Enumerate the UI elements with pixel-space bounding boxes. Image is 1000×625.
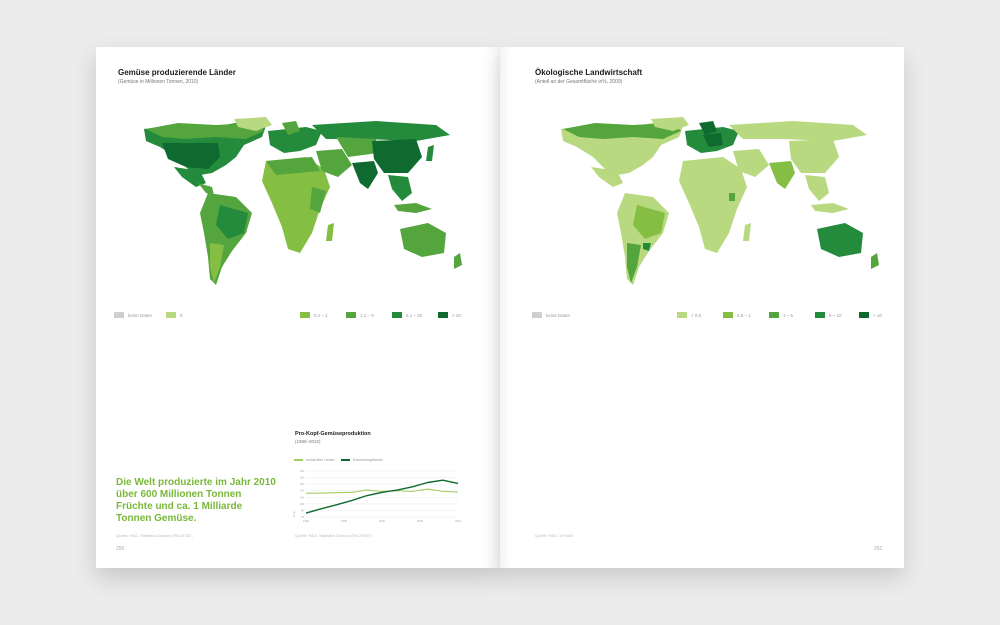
y-axis-label: in kg	[293, 511, 296, 517]
x-tick-label: 2000	[378, 519, 386, 523]
map-india	[769, 161, 795, 189]
page-number: 250	[116, 546, 125, 552]
legend-item	[723, 312, 751, 318]
legend-swatch	[532, 312, 542, 318]
map-china	[789, 139, 839, 173]
legend-label: > 10	[873, 312, 882, 318]
chart-legend-swatch	[294, 459, 303, 461]
legend-swatch	[769, 312, 779, 318]
chart-legend-label: Industrielle Länder	[306, 458, 335, 462]
map-china	[372, 139, 422, 173]
organic-farming-world-map	[533, 117, 883, 289]
legend-label: 1,1 – 5	[360, 312, 374, 318]
legend-swatch	[859, 312, 869, 318]
map-australia	[817, 223, 863, 257]
legend-swatch	[392, 312, 402, 318]
map-southeast-asia	[805, 175, 829, 201]
y-tick-label: 200	[299, 470, 304, 473]
legend-item	[300, 312, 328, 318]
source-note: Quelle: FiBL / IFOAM	[535, 533, 573, 538]
legend-label: 0	[180, 312, 183, 318]
legend-item	[859, 312, 882, 318]
chart-title: Pro-Kopf-Gemüseproduktion	[295, 431, 371, 437]
y-tick-label: 180	[299, 476, 304, 480]
map-india	[352, 161, 378, 189]
vegetable-production-world-map	[116, 117, 466, 289]
x-tick-label: 1995	[340, 519, 348, 523]
legend-swatch	[114, 312, 124, 318]
map-southeast-asia	[388, 175, 412, 201]
map-russia	[312, 121, 450, 141]
chart-legend-item	[294, 458, 335, 462]
legend-item	[392, 312, 422, 318]
legend-item	[677, 312, 701, 318]
legend-swatch	[346, 312, 356, 318]
map-uganda	[729, 193, 735, 201]
source-note: Quelle: FAO, Statistics Division (FAOSTAT)	[116, 533, 193, 538]
page-subtitle: (Gemüse in Millionen Tonnen, 2010)	[118, 79, 199, 85]
x-tick-label: 2005	[416, 519, 424, 523]
legend-label: 5 – 10	[829, 312, 842, 318]
y-tick-label: 80	[301, 509, 304, 513]
map-africa	[679, 157, 747, 253]
legend-label: 5,1 – 20	[406, 312, 423, 318]
page-title: Ökologische Landwirtschaft	[535, 68, 643, 77]
chart-source-note: Quelle: FAO, Statistics Division (FAOSTAT)	[295, 533, 372, 538]
map-australia	[400, 223, 446, 257]
chart-legend-label: Entwicklungsländer	[352, 458, 383, 462]
legend-label: < 0,5	[691, 312, 702, 318]
map-indonesia	[811, 203, 849, 213]
page-number: 251	[874, 546, 883, 552]
legend-label: > 20	[452, 312, 461, 318]
right-page	[500, 47, 904, 568]
y-tick-label: 120	[299, 496, 304, 500]
map-madagascar	[326, 223, 334, 241]
map-legend	[114, 312, 474, 322]
y-tick-label: 60	[301, 516, 304, 519]
map-central-america	[198, 183, 214, 195]
legend-label: 1 – 5	[783, 312, 794, 318]
per-capita-vegetable-chart	[292, 465, 466, 525]
legend-swatch	[677, 312, 687, 318]
chart-legend-swatch	[341, 459, 350, 461]
legend-swatch	[723, 312, 733, 318]
map-new-zealand	[871, 253, 879, 269]
legend-item	[166, 312, 183, 318]
page-title: Gemüse produzierende Länder	[118, 68, 236, 77]
series-line-2	[306, 480, 458, 513]
left-page	[96, 47, 500, 568]
legend-label: 0,1 – 1	[314, 312, 328, 318]
x-tick-label: 1990	[302, 519, 310, 523]
legend-item	[114, 312, 152, 318]
x-tick-label: 2010	[454, 519, 462, 523]
map-new-zealand	[454, 253, 462, 269]
map-madagascar	[743, 223, 751, 241]
chart-legend-item	[341, 458, 383, 462]
legend-item	[815, 312, 842, 318]
map-russia	[729, 121, 867, 141]
legend-swatch	[166, 312, 176, 318]
legend-item	[769, 312, 793, 318]
map-japan	[426, 145, 434, 161]
map-usa	[162, 143, 220, 169]
y-tick-label: 100	[299, 502, 304, 506]
y-tick-label: 160	[299, 483, 304, 487]
legend-item	[532, 312, 570, 318]
map-legend	[532, 312, 892, 322]
legend-swatch	[815, 312, 825, 318]
headline-statement: Die Welt produzierte im Jahr 2010 über 600 Millionen Tonnen Früchte und ca. 1 Milliarde Tonnen Gemüse.	[116, 477, 276, 524]
chart-legend	[294, 458, 383, 462]
chart-subtitle: (1990–2010)	[295, 439, 321, 444]
page-subtitle: (Anteil an der Gesamtfläche in%, 2009)	[535, 79, 623, 85]
legend-swatch	[438, 312, 448, 318]
y-tick-label: 140	[299, 489, 304, 493]
map-indonesia	[394, 203, 432, 213]
legend-label: 0,5 – 1	[737, 312, 751, 318]
legend-label: keine Daten	[128, 312, 153, 318]
legend-label: keine Daten	[546, 312, 571, 318]
legend-item	[346, 312, 374, 318]
legend-item	[438, 312, 461, 318]
legend-swatch	[300, 312, 310, 318]
